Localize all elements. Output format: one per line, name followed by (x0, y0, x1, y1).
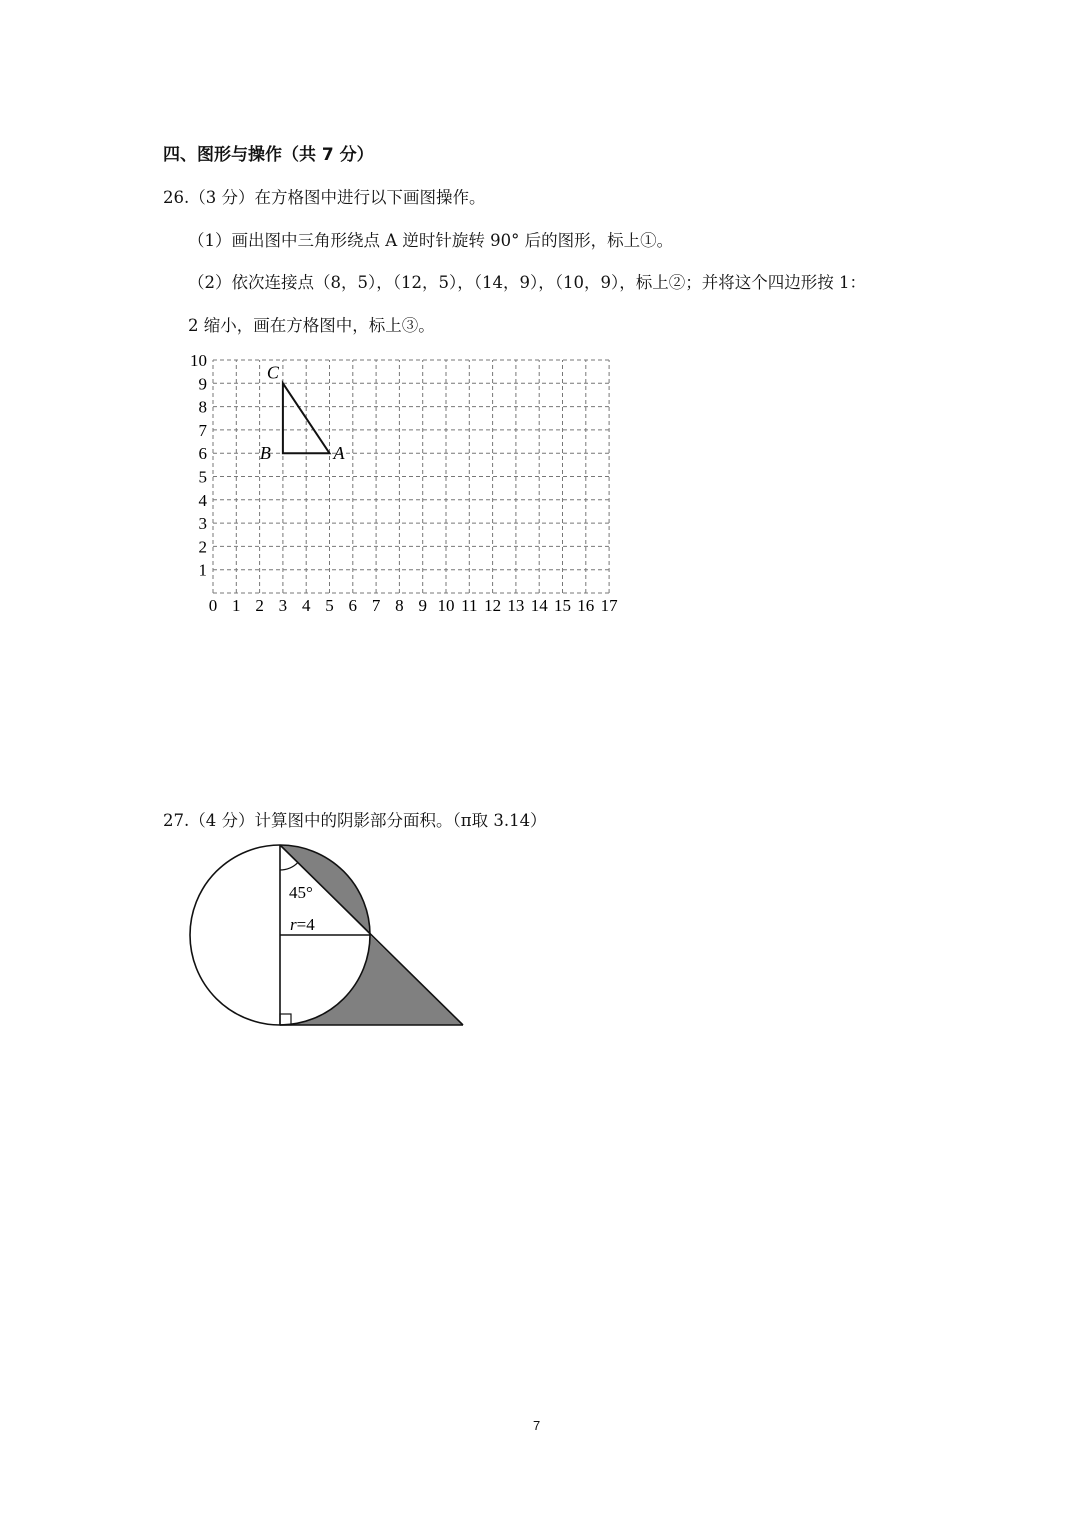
shaded-lower-region (280, 935, 463, 1025)
question-26-part-2-line-1: （2）依次连接点（8，5），（12，5），（14，9），（10，9），标上②；并将这个四边形按 1： (188, 273, 866, 292)
x-tick-label: 3 (278, 596, 288, 615)
x-tick-label: 14 (530, 596, 548, 615)
angle-arc (280, 863, 298, 870)
x-tick-label: 13 (507, 596, 525, 615)
question-26-part-2-line-2: 2 缩小，画在方格图中，标上③。 (188, 316, 435, 335)
x-tick-label: 1 (232, 596, 241, 615)
y-tick-label: 9 (198, 374, 207, 394)
question-26-stem: 26.（3 分）在方格图中进行以下画图操作。 (163, 188, 486, 207)
x-tick-label: 9 (418, 596, 427, 615)
y-tick-label: 10 (190, 351, 207, 370)
y-tick-label: 6 (198, 444, 207, 464)
page-number: 7 (533, 1418, 541, 1433)
triangle-abc (260, 362, 346, 463)
coordinate-grid-figure (0, 0, 1080, 640)
x-tick-label: 12 (484, 596, 502, 615)
vertex-label-a: A (333, 443, 345, 464)
x-tick-label: 11 (461, 596, 478, 615)
y-tick-label: 7 (198, 420, 207, 440)
y-tick-label: 5 (198, 467, 207, 487)
x-tick-label: 2 (255, 596, 264, 615)
y-tick-label: 3 (198, 514, 207, 534)
y-tick-label: 1 (198, 560, 207, 580)
x-tick-label: 8 (395, 596, 404, 615)
x-tick-label: 0 (208, 596, 218, 615)
x-tick-label: 15 (554, 596, 571, 615)
vertex-label-b: B (259, 443, 271, 464)
x-tick-label: 16 (577, 596, 595, 615)
question-26-part-1: （1）画出图中三角形绕点 A 逆时针旋转 90° 后的图形，标上①。 (188, 231, 674, 250)
y-tick-label: 8 (198, 397, 207, 417)
vertex-label-c: C (266, 362, 279, 383)
grid-lines (213, 360, 609, 593)
y-tick-label: 4 (198, 490, 207, 510)
x-tick-label: 10 (437, 596, 455, 615)
shaded-area-figure (180, 835, 480, 1035)
angle-label: 45° (289, 883, 313, 902)
section-title: 四、图形与操作（共 7 分） (163, 145, 374, 165)
question-27-stem: 27.（4 分）计算图中的阴影部分面积。（π取 3.14） (163, 811, 547, 830)
x-tick-label: 6 (348, 596, 358, 615)
x-tick-label: 4 (301, 596, 311, 615)
radius-label: r=4 (290, 915, 315, 934)
y-tick-label: 2 (198, 537, 207, 557)
grid-axis-labels (190, 351, 618, 615)
x-tick-label: 17 (600, 596, 618, 615)
x-tick-label: 7 (371, 596, 381, 615)
x-tick-label: 5 (325, 596, 334, 615)
right-angle-mark (280, 1014, 291, 1025)
